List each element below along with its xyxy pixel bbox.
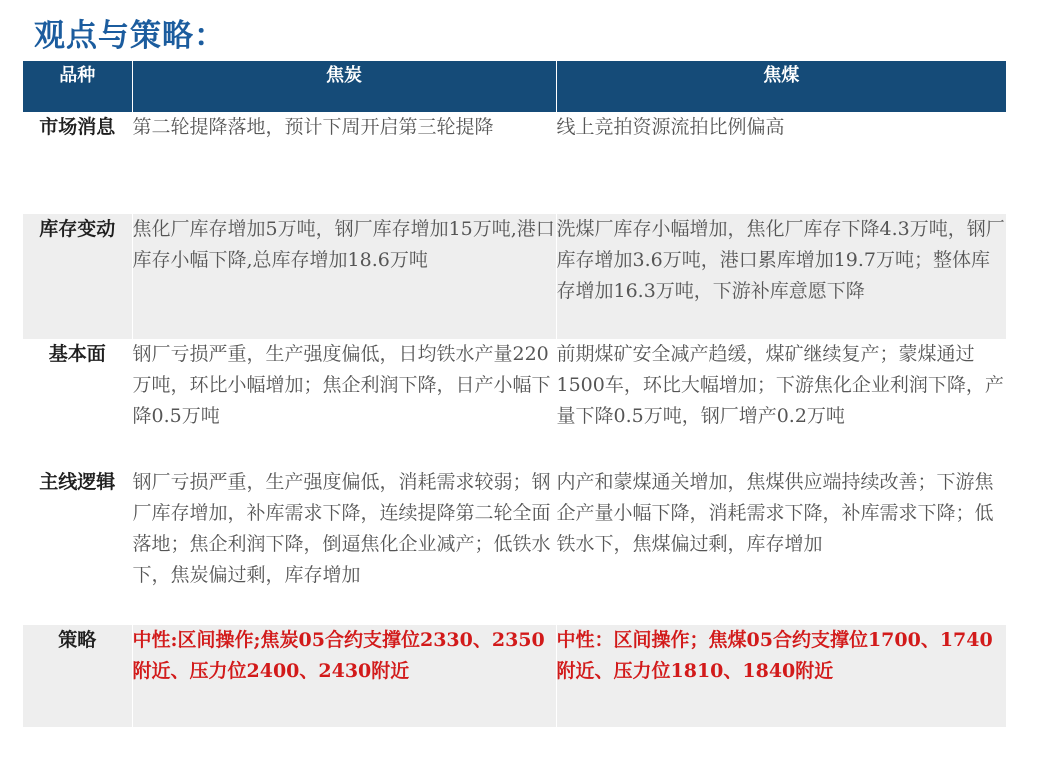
coke-strategy-cell: 中性:区间操作;焦炭05合约支撑位2330、2350附近、压力位2400、2430附近 [132, 625, 556, 727]
coke-cell: 钢厂亏损严重，生产强度偏低，消耗需求较弱；钢厂库存增加，补库需求下降，连续提降第二轮全面落地；焦企利润下降，倒逼焦化企业减产；低铁水下，焦炭偏过剩，库存增加 [132, 467, 556, 625]
row-label: 主线逻辑 [39, 471, 116, 493]
table-row-strategy [23, 625, 1006, 727]
coal-cell: 洗煤厂库存小幅增加，焦化厂库存下降4.3万吨，钢厂库存增加3.6万吨，港口累库增加19.7万吨；整体库存增加16.3万吨，下游补库意愿下降 [556, 214, 1006, 339]
strategy-table [23, 61, 1006, 727]
coal-cell: 线上竞拍资源流拍比例偏高 [556, 112, 1006, 214]
row-label: 市场消息 [39, 116, 116, 138]
coal-cell: 内产和蒙煤通关增加，焦煤供应端持续改善；下游焦企产量小幅下降，消耗需求下降，补库需求下降；低铁水下，焦煤偏过剩，库存增加 [556, 467, 1006, 625]
row-label: 基本面 [48, 343, 106, 365]
table-row-main-logic [23, 467, 1006, 625]
table-row-inventory [23, 214, 1006, 339]
header-variety: 品种 [23, 61, 132, 112]
table-header-row [23, 61, 1006, 112]
header-coking-coal: 焦煤 [556, 61, 1006, 112]
row-label: 策略 [23, 625, 132, 727]
table-row-fundamentals [23, 339, 1006, 467]
row-label: 库存变动 [23, 214, 132, 339]
coke-cell: 钢厂亏损严重，生产强度偏低，日均铁水产量220万吨，环比小幅增加；焦企利润下降，日产小幅下降0.5万吨 [132, 339, 556, 467]
coke-cell: 焦化厂库存增加5万吨，钢厂库存增加15万吨,港口库存小幅下降,总库存增加18.6万吨 [132, 214, 556, 339]
table-row-market-news [23, 112, 1006, 214]
coke-cell: 第二轮提降落地，预计下周开启第三轮提降 [132, 112, 556, 214]
page-title: 观点与策略： [34, 18, 226, 54]
coal-strategy-cell: 中性：区间操作；焦煤05合约支撑位1700、1740附近、压力位1810、1840附近 [556, 625, 1006, 727]
header-coke: 焦炭 [132, 61, 556, 112]
coal-cell: 前期煤矿安全减产趋缓，煤矿继续复产；蒙煤通过1500车，环比大幅增加；下游焦化企业利润下降，产量下降0.5万吨，钢厂增产0.2万吨 [556, 339, 1006, 467]
